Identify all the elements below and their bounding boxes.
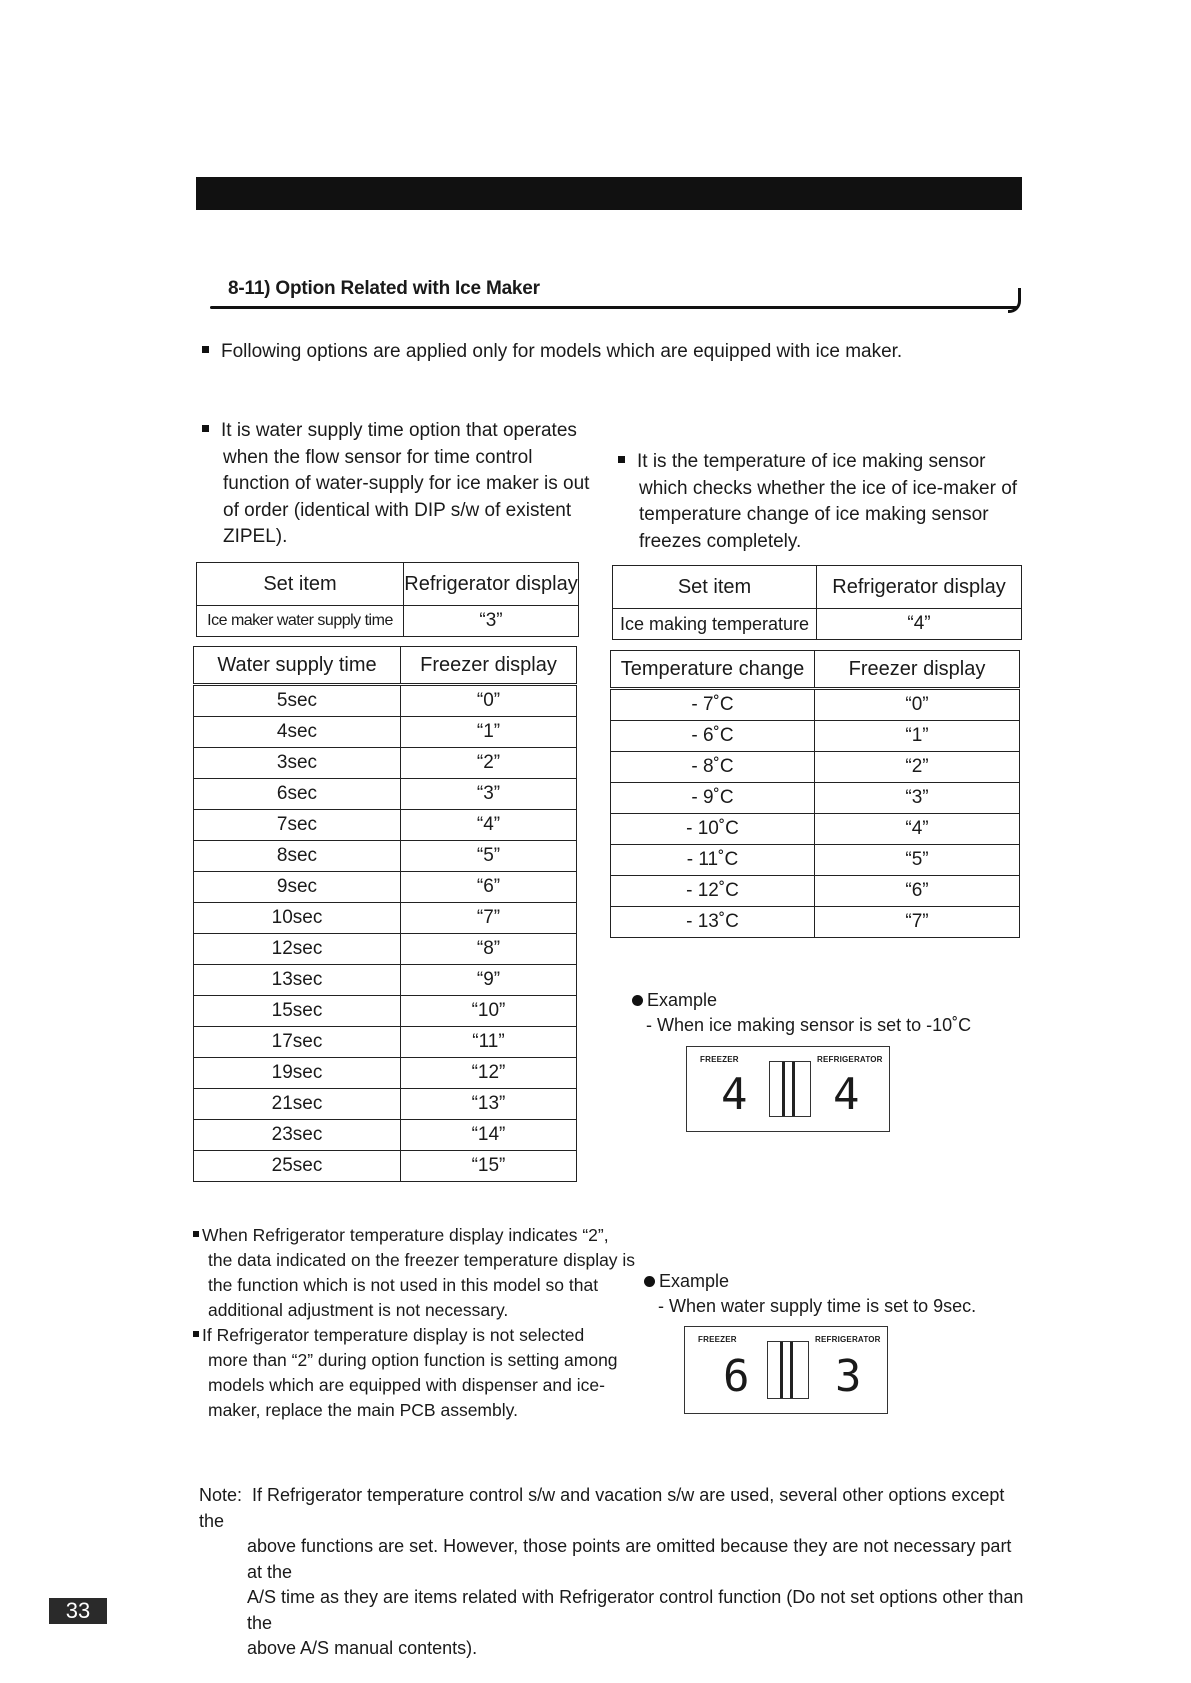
left-description [202, 418, 589, 551]
table-cell: “6” [401, 872, 577, 903]
left-setitem-value: Ice maker water supply time [197, 606, 404, 637]
freezer-display-col-header: Freezer display [401, 647, 577, 685]
table-cell: 4sec [194, 717, 401, 748]
table-cell: “0” [401, 685, 577, 717]
water-supply-col-header: Water supply time [194, 647, 401, 685]
table-cell: “5” [401, 841, 577, 872]
freezer-display-col-header: Freezer display [815, 651, 1020, 689]
section-title: 8-11) Option Related with Ice Maker [228, 278, 540, 299]
example-2-desc: - When water supply time is set to 9sec. [658, 1296, 977, 1316]
table-cell: - 8˚C [611, 752, 815, 783]
table-cell: - 10˚C [611, 814, 815, 845]
table-cell: “1” [815, 721, 1020, 752]
right-desc-line: It is the temperature of ice making sensor [637, 451, 986, 472]
table-cell: “3” [815, 783, 1020, 814]
table-cell: “15” [401, 1151, 577, 1182]
left-desc-line: ZIPEL). [223, 526, 288, 547]
table-cell: 9sec [194, 872, 401, 903]
table-cell: 15sec [194, 996, 401, 1027]
table-cell: 19sec [194, 1058, 401, 1089]
left-setitem-table [196, 562, 579, 637]
note-line: above A/S manual contents). [247, 1638, 478, 1658]
table-cell: “6” [815, 876, 1020, 907]
table-cell: “2” [815, 752, 1020, 783]
table-cell: “1” [401, 717, 577, 748]
example-1 [632, 988, 971, 1038]
bullet-square-icon [193, 1331, 199, 1337]
title-rule-hook [1008, 288, 1021, 313]
example-2-display-panel [684, 1326, 888, 1414]
table-cell: 23sec [194, 1120, 401, 1151]
page-number: 33 [49, 1598, 107, 1624]
right-desc-line: temperature change of ice making sensor [639, 504, 989, 525]
water-supply-table [193, 646, 577, 1182]
right-desc-line: which checks whether the ice of ice-maker of [639, 477, 1018, 499]
left-desc-line: function of water-supply for ice maker is out [223, 473, 590, 494]
table-cell: 10sec [194, 903, 401, 934]
table-cell: “13” [401, 1089, 577, 1120]
table-cell: - 6˚C [611, 721, 815, 752]
notes-left [193, 1223, 635, 1423]
table-cell: - 7˚C [611, 689, 815, 721]
table-cell: “4” [401, 810, 577, 841]
note-line: the function which is not used in this model so that [208, 1275, 599, 1295]
display-separator-icon [767, 1341, 809, 1399]
bottom-note [199, 1483, 1029, 1662]
display-separator-icon [769, 1061, 811, 1117]
table-cell: “2” [401, 748, 577, 779]
refrigerator-label: REFRIGERATOR [817, 1055, 883, 1064]
table-cell: “14” [401, 1120, 577, 1151]
note-line: additional adjustment is not necessary. [208, 1300, 509, 1320]
table-cell: “3” [401, 779, 577, 810]
intro-text: Following options are applied only for models which are equipped with ice maker. [221, 341, 903, 362]
table-cell: “7” [815, 907, 1020, 938]
table-cell: 25sec [194, 1151, 401, 1182]
note-line: When Refrigerator temperature display indicates “2”, [202, 1225, 609, 1245]
table-cell: “0” [815, 689, 1020, 721]
table-cell: 8sec [194, 841, 401, 872]
refrigerator-label: REFRIGERATOR [815, 1335, 881, 1344]
note-line: above functions are set. However, those points are omitted because they are not necessary part at the [247, 1536, 1012, 1582]
intro-bullet [202, 339, 902, 366]
right-desc-line: freezes completely. [639, 530, 802, 552]
example-2-label: Example [659, 1271, 730, 1291]
table-cell: 21sec [194, 1089, 401, 1120]
bullet-square-icon [202, 425, 209, 432]
right-refdisplay-value: “4” [817, 609, 1022, 640]
bullet-dot-icon [632, 995, 643, 1006]
left-desc-line: when the flow sensor for time control [223, 446, 533, 468]
bullet-square-icon [202, 346, 209, 353]
table-cell: “5” [815, 845, 1020, 876]
left-desc-line: It is water supply time option that operates [221, 420, 577, 441]
table-cell: 3sec [194, 748, 401, 779]
table-cell: “11” [401, 1027, 577, 1058]
left-refdisplay-value: “3” [404, 606, 579, 637]
ice-temp-table [610, 650, 1020, 938]
freezer-label: FREEZER [700, 1055, 739, 1064]
table-cell: - 9˚C [611, 783, 815, 814]
note-line: the data indicated on the freezer temperature display is [208, 1250, 636, 1270]
table-cell: 5sec [194, 685, 401, 717]
table-cell: - 12˚C [611, 876, 815, 907]
example-1-label: Example [647, 990, 718, 1010]
table-cell: “9” [401, 965, 577, 996]
note-line: If Refrigerator temperature control s/w and vacation s/w are used, several other options except the [199, 1485, 1005, 1531]
note-line: models which are equipped with dispenser and ice- [208, 1375, 605, 1395]
freezer-digit: 6 [723, 1351, 750, 1402]
left-refdisplay-header: Refrigerator display [404, 563, 579, 606]
table-cell: - 11˚C [611, 845, 815, 876]
table-cell: - 13˚C [611, 907, 815, 938]
table-cell: “4” [815, 814, 1020, 845]
example-1-desc: - When ice making sensor is set to -10˚C [646, 1015, 972, 1035]
refrigerator-digit: 3 [835, 1351, 862, 1402]
right-setitem-table [612, 565, 1022, 640]
table-cell: “7” [401, 903, 577, 934]
right-description [618, 449, 1017, 555]
right-setitem-value: Ice making temperature [613, 609, 817, 640]
header-bar [196, 177, 1022, 210]
left-desc-line: of order (identical with DIP s/w of existent [223, 499, 572, 521]
bullet-dot-icon [644, 1276, 655, 1287]
note-line: more than “2” during option function is setting among [208, 1350, 618, 1370]
table-cell: 7sec [194, 810, 401, 841]
table-cell: 12sec [194, 934, 401, 965]
table-cell: “12” [401, 1058, 577, 1089]
bullet-square-icon [193, 1231, 199, 1237]
note-line: If Refrigerator temperature display is not selected [202, 1325, 585, 1345]
table-cell: “8” [401, 934, 577, 965]
freezer-label: FREEZER [698, 1335, 737, 1344]
example-2 [644, 1269, 976, 1319]
table-cell: 6sec [194, 779, 401, 810]
title-rule [210, 306, 1018, 309]
bullet-square-icon [618, 456, 625, 463]
example-1-display-panel [686, 1046, 890, 1132]
note-line: A/S time as they are items related with Refrigerator control function (Do not set options other than the [247, 1587, 1024, 1633]
note-label: Note: [199, 1485, 243, 1505]
table-cell: “10” [401, 996, 577, 1027]
right-refdisplay-header: Refrigerator display [817, 566, 1022, 609]
table-cell: 17sec [194, 1027, 401, 1058]
note-line: maker, replace the main PCB assembly. [208, 1400, 518, 1420]
right-setitem-header: Set item [613, 566, 817, 609]
left-setitem-header: Set item [197, 563, 404, 606]
refrigerator-digit: 4 [833, 1069, 860, 1120]
temp-change-col-header: Temperature change [611, 651, 815, 689]
freezer-digit: 4 [721, 1069, 748, 1120]
table-cell: 13sec [194, 965, 401, 996]
